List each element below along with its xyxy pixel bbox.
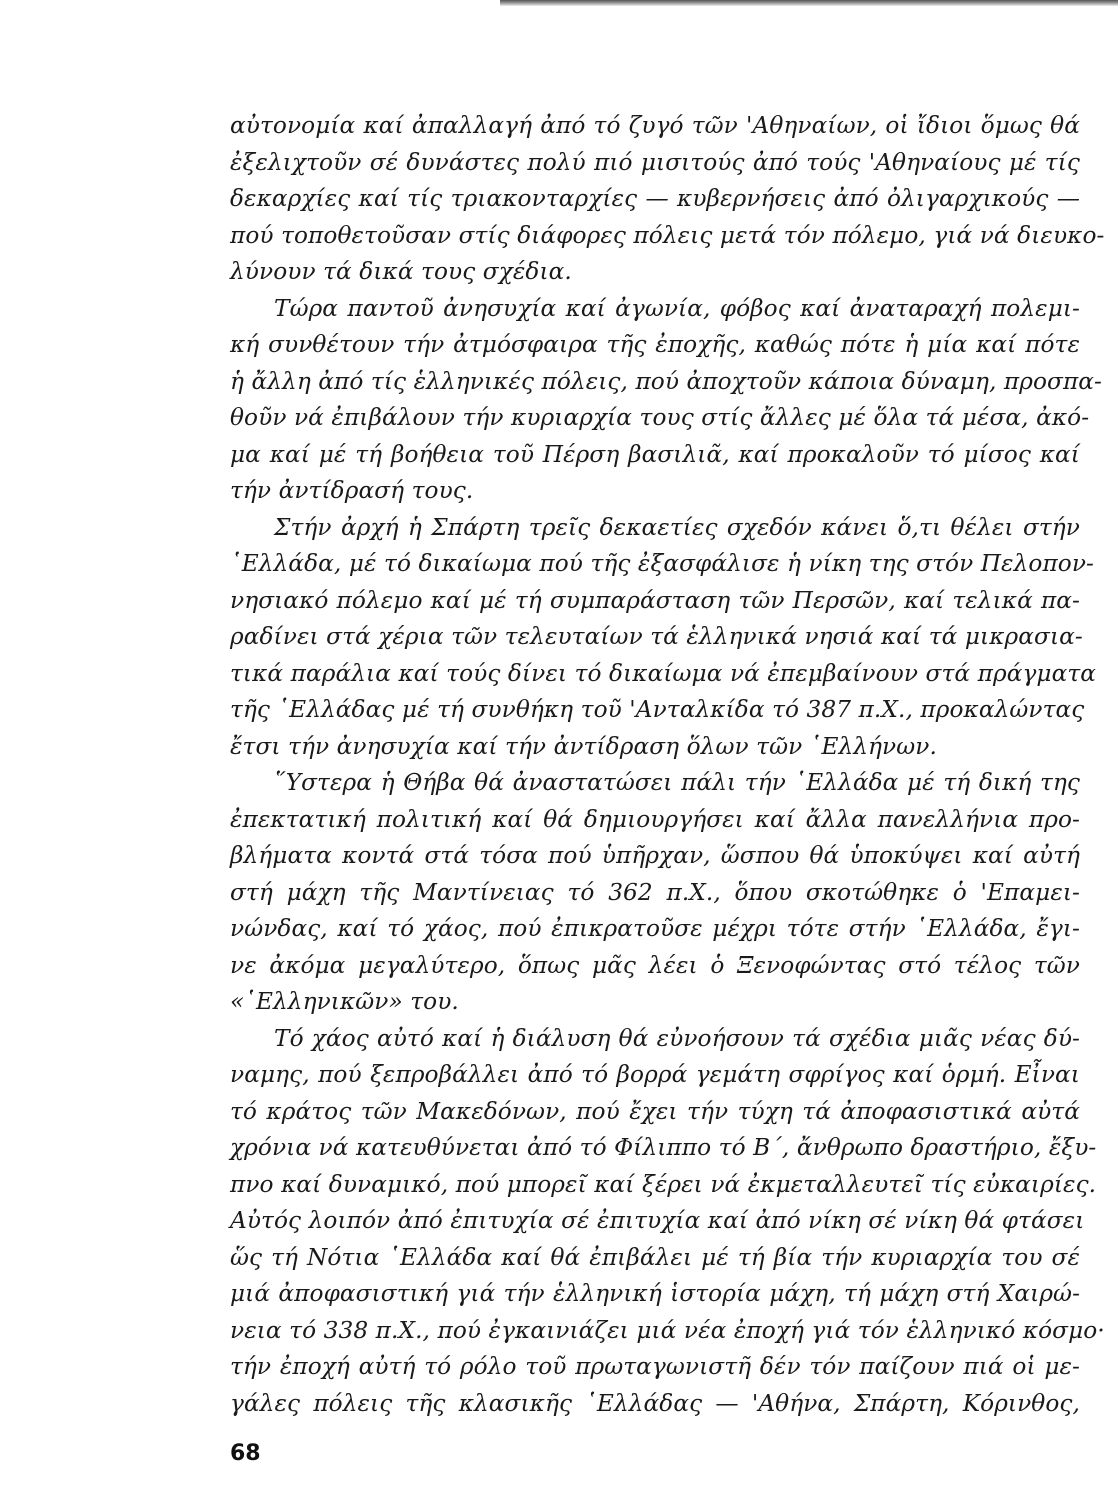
text-line: αὐτονομία καί ἀπαλλαγή ἀπό τό ζυγό τῶν 'Αθηναίων, οἱ ἴδιοι ὅμως θά	[230, 112, 1080, 139]
text-line: ἐξελιχτοῦν σέ δυνάστες πολύ πιό μισιτούς ἀπό τούς 'Αθηναίους μέ τίς	[230, 148, 1080, 176]
text-line: τήν ἐποχή αὐτή τό ρόλο τοῦ πρωταγωνιστῆ δέν τόν παίζουν πιά οἱ με-	[230, 1353, 1080, 1380]
text-line: ναμης, πού ξεπροβάλλει ἀπό τό βορρά γεμάτη σφρίγος καί ὁρμή. Εἶναι	[230, 1061, 1080, 1088]
text-line: νώνδας, καί τό χάος, πού ἐπικρατοῦσε μέχρι τότε στήν ῾Ελλάδα, ἔγι-	[230, 915, 1080, 942]
text-line: τό κράτος τῶν Μακεδόνων, πού ἔχει τήν τύχη τά ἀποφασιστικά αὐτά	[230, 1097, 1080, 1125]
top-edge-rule	[500, 0, 1118, 6]
text-line: Τό χάος αὐτό καί ἡ διάλυση θά εὐνοήσουν τά σχέδια μιᾶς νέας δύ-	[274, 1024, 1080, 1052]
text-line: ἔτσι τήν ἀνησυχία καί τήν ἀντίδραση ὅλων τῶν ῾Ελλήνων.	[230, 732, 937, 760]
text-line: νεια τό 338 π.Χ., πού ἐγκαινιάζει μιά νέα ἐποχή γιά τόν ἑλληνικό κόσμο·	[230, 1316, 1105, 1344]
text-line: ραδίνει στά χέρια τῶν τελευταίων τά ἑλληνικά νησιά καί τά μικρασια-	[230, 623, 1083, 650]
text-line: στή μάχη τῆς Μαντίνειας τό 362 π.Χ., ὅπου σκοτώθηκε ὁ 'Επαμει-	[230, 878, 1080, 906]
text-line: πού τοποθετοῦσαν στίς διάφορες πόλεις μετά τόν πόλεμο, γιά νά διευκο-	[230, 221, 1105, 249]
text-line: Αὐτός λοιπόν ἀπό ἐπιτυχία σέ ἐπιτυχία καί ἀπό νίκη σέ νίκη θά φτάσει	[230, 1207, 1085, 1234]
page-number: 68	[230, 1441, 261, 1466]
text-line: δεκαρχίες καί τίς τριακονταρχίες — κυβερνήσεις ἀπό ὀλιγαρχικούς —	[230, 185, 1080, 212]
text-line: «῾Ελληνικῶν» του.	[230, 988, 459, 1015]
text-line: λύνουν τά δικά τους σχέδια.	[230, 258, 572, 285]
text-line: τῆς ῾Ελλάδας μέ τή συνθήκη τοῦ 'Ανταλκίδα τό 387 π.Χ., προκαλώντας	[230, 696, 1085, 723]
text-line: κή συνθέτουν τήν ἀτμόσφαιρα τῆς ἐποχῆς, καθώς πότε ἡ μία καί πότε	[230, 331, 1080, 358]
text-line: μα καί μέ τή βοήθεια τοῦ Πέρση βασιλιᾶ, καί προκαλοῦν τό μίσος καί	[230, 440, 1080, 468]
text-line: ἡ ἄλλη ἀπό τίς ἑλληνικές πόλεις, πού ἀποχτοῦν κάποια δύναμη, προσπα-	[230, 367, 1102, 395]
paragraph-3	[230, 510, 1097, 766]
text-line: Τώρα παντοῦ ἀνησυχία καί ἀγωνία, φόβος καί ἀναταραχή πολεμι-	[274, 294, 1080, 322]
text-line: τήν ἀντίδρασή τους.	[230, 477, 474, 504]
text-line: μιά ἀποφασιστική γιά τήν ἑλληνική ἱστορία μάχη, τή μάχη στή Χαιρώ-	[230, 1280, 1080, 1307]
paragraph-4	[230, 765, 1080, 1021]
text-line: ἐπεκτατική πολιτική καί θά δημιουργήσει καί ἄλλα πανελλήνια προ-	[230, 805, 1080, 833]
text-line: βλήματα κοντά στά τόσα πού ὑπῆρχαν, ὥσπου θά ὑποκύψει καί αὐτή	[230, 842, 1080, 869]
body-text	[230, 108, 1105, 1422]
text-line: νησιακό πόλεμο καί μέ τή συμπαράσταση τῶν Περσῶν, καί τελικά πα-	[230, 586, 1080, 614]
text-line: ὥς τή Νότια ῾Ελλάδα καί θά ἐπιβάλει μέ τή βία τήν κυριαρχία του σέ	[230, 1243, 1080, 1271]
paragraph-5	[230, 1021, 1105, 1423]
text-line: γάλες πόλεις τῆς κλασικῆς ῾Ελλάδας — 'Αθήνα, Σπάρτη, Κόρινθος,	[230, 1389, 1080, 1417]
text-line: νε ἀκόμα μεγαλύτερο, ὅπως μᾶς λέει ὁ Ξενοφώντας στό τέλος τῶν	[230, 951, 1080, 979]
text-line: Στήν ἀρχή ἡ Σπάρτη τρεῖς δεκαετίες σχεδόν κάνει ὅ,τι θέλει στήν	[274, 513, 1080, 541]
text-line: ῞Υστερα ἡ Θήβα θά ἀναστατώσει πάλι τήν ῾Ελλάδα μέ τή δική της	[274, 769, 1080, 796]
text-line: τικά παράλια καί τούς δίνει τό δικαίωμα νά ἐπεμβαίνουν στά πράγματα	[230, 659, 1097, 687]
text-line: ῾Ελλάδα, μέ τό δικαίωμα πού τῆς ἐξασφάλισε ἡ νίκη της στόν Πελοπον-	[230, 550, 1094, 577]
text-line: θοῦν νά ἐπιβάλουν τήν κυριαρχία τους στίς ἄλλες μέ ὅλα τά μέσα, ἀκό-	[230, 404, 1090, 431]
paragraph-2	[230, 291, 1102, 510]
text-line: πνο καί δυναμικό, πού μπορεῖ καί ξέρει νά ἐκμεταλλευτεῖ τίς εὐκαιρίες.	[230, 1170, 1097, 1198]
paragraph-1	[230, 108, 1105, 291]
text-line: χρόνια νά κατευθύνεται ἀπό τό Φίλιππο τό Β΄, ἄνθρωπο δραστήριο, ἔξυ-	[230, 1134, 1097, 1161]
